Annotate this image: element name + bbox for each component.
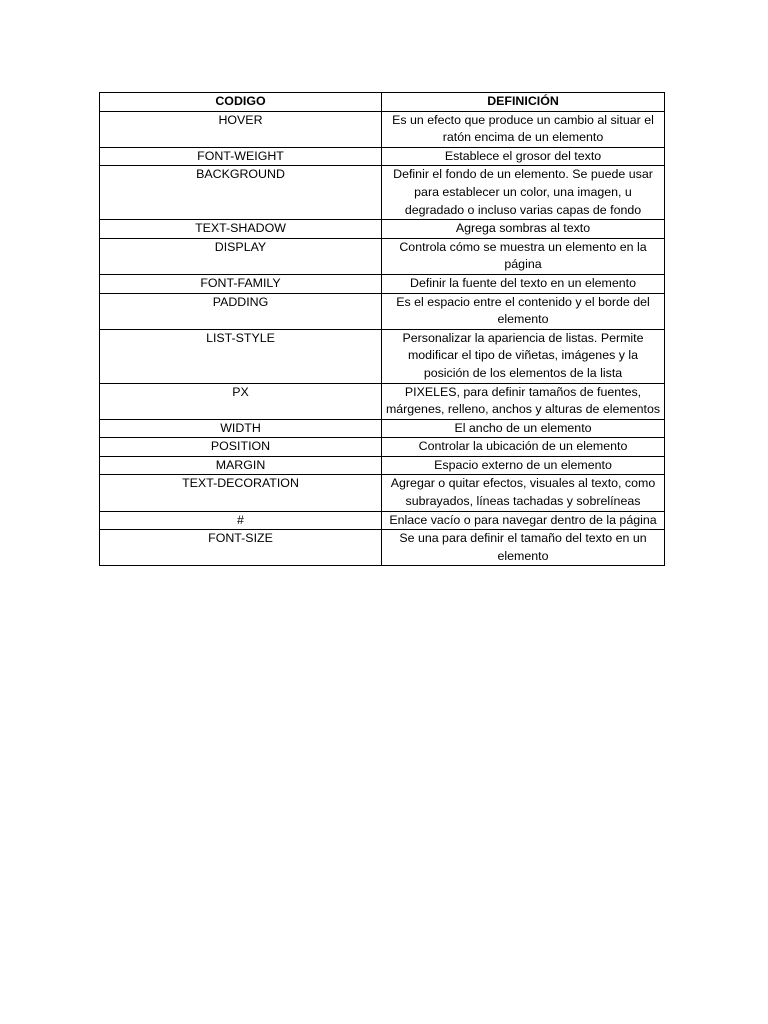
definition-cell: Controlar la ubicación de un elemento xyxy=(382,438,665,457)
table-row xyxy=(100,293,665,329)
table-row xyxy=(100,238,665,274)
table-row xyxy=(100,274,665,293)
definition-cell: Agrega sombras al texto xyxy=(382,220,665,239)
table-row xyxy=(100,111,665,147)
table-row xyxy=(100,329,665,383)
code-cell: PX xyxy=(100,383,382,419)
code-cell: FONT-SIZE xyxy=(100,530,382,566)
definition-cell: PIXELES, para definir tamaños de fuentes, márgenes, relleno, anchos y alturas de elementos xyxy=(382,383,665,419)
definition-cell: Definir la fuente del texto en un elemento xyxy=(382,274,665,293)
table-header-row xyxy=(100,93,665,112)
table-row xyxy=(100,419,665,438)
code-cell: MARGIN xyxy=(100,456,382,475)
code-cell: TEXT-SHADOW xyxy=(100,220,382,239)
code-cell: WIDTH xyxy=(100,419,382,438)
code-cell: TEXT-DECORATION xyxy=(100,475,382,511)
header-definicion: DEFINICIÓN xyxy=(382,93,665,112)
code-cell: FONT-FAMILY xyxy=(100,274,382,293)
definition-cell: Personalizar la apariencia de listas. Permite modificar el tipo de viñetas, imágenes y la posición de los elementos de la lista xyxy=(382,329,665,383)
table-row xyxy=(100,456,665,475)
definition-cell: Establece el grosor del texto xyxy=(382,147,665,166)
definition-cell: Definir el fondo de un elemento. Se puede usar para establecer un color, una imagen, u degradado o incluso varias capas de fondo xyxy=(382,166,665,220)
table-row xyxy=(100,438,665,457)
code-cell: LIST-STYLE xyxy=(100,329,382,383)
definition-cell: Controla cómo se muestra un elemento en la página xyxy=(382,238,665,274)
definition-cell: Es el espacio entre el contenido y el borde del elemento xyxy=(382,293,665,329)
table-row xyxy=(100,220,665,239)
table-row xyxy=(100,166,665,220)
code-cell: PADDING xyxy=(100,293,382,329)
code-cell: DISPLAY xyxy=(100,238,382,274)
definition-cell: El ancho de un elemento xyxy=(382,419,665,438)
css-glossary-table xyxy=(99,92,665,566)
definition-cell: Agregar o quitar efectos, visuales al texto, como subrayados, líneas tachadas y sobrelíneas xyxy=(382,475,665,511)
code-cell: POSITION xyxy=(100,438,382,457)
table-row xyxy=(100,147,665,166)
code-cell: HOVER xyxy=(100,111,382,147)
definition-cell: Es un efecto que produce un cambio al situar el ratón encima de un elemento xyxy=(382,111,665,147)
header-codigo: CODIGO xyxy=(100,93,382,112)
definition-cell: Espacio externo de un elemento xyxy=(382,456,665,475)
table-row xyxy=(100,475,665,511)
table-row xyxy=(100,383,665,419)
code-cell: FONT-WEIGHT xyxy=(100,147,382,166)
code-cell: # xyxy=(100,511,382,530)
definition-cell: Se una para definir el tamaño del texto en un elemento xyxy=(382,530,665,566)
table-row xyxy=(100,511,665,530)
table-row xyxy=(100,530,665,566)
code-cell: BACKGROUND xyxy=(100,166,382,220)
definition-cell: Enlace vacío o para navegar dentro de la página xyxy=(382,511,665,530)
